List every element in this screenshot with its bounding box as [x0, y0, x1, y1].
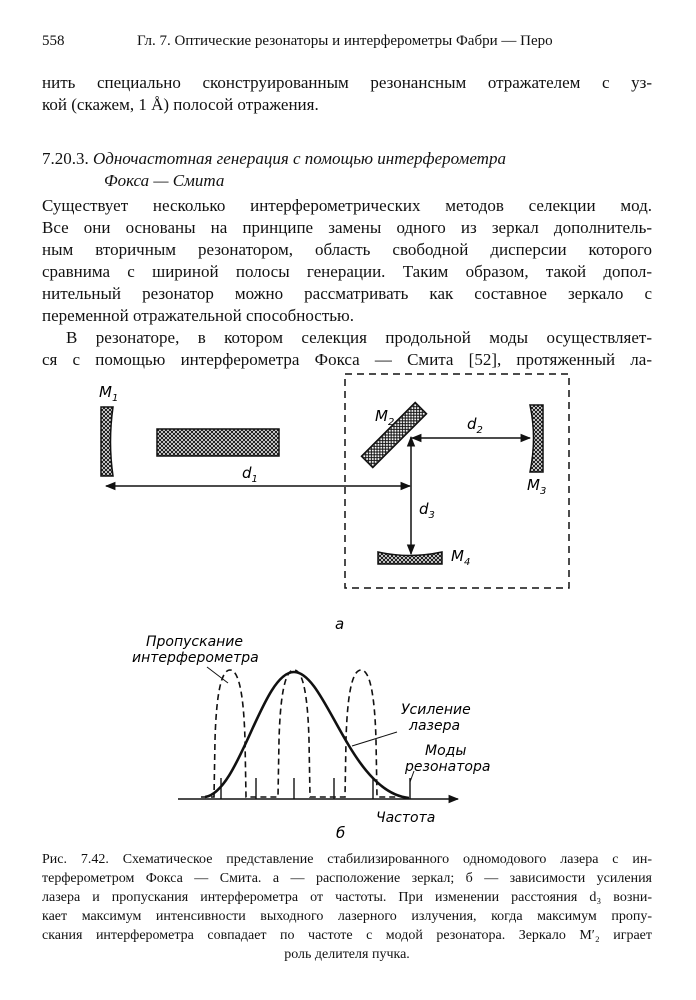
caption-line: роль делителя пучка.: [284, 947, 410, 962]
figure-a: [99, 374, 569, 633]
mirror-m4: [378, 552, 442, 564]
text-line: переменной отражательной способностью.: [42, 306, 354, 325]
panel-letter-a: а: [335, 615, 345, 633]
transmission-curve: [201, 670, 397, 797]
figure-caption: [42, 850, 652, 964]
gain-leader: [352, 732, 397, 746]
label-d3: $d_3$: [419, 500, 435, 521]
text-line: Существует несколько интерферометрических методов селекции мод.: [42, 196, 652, 215]
text-line: ся с помощью интерферометра Фокса — Смита [52], протяженный ла-: [42, 350, 652, 369]
modes-label-2: резонатора: [405, 759, 491, 775]
running-title: Гл. 7. Оптические резонаторы и интерферометры Фабри — Перо: [137, 33, 553, 49]
section-number: 7.20.3.: [42, 149, 89, 168]
text-line: ным вторичным резонатором, область свободной дисперсии которого: [42, 240, 652, 259]
label-m3: $M_3$: [527, 476, 547, 497]
mirror-m2: [361, 402, 426, 467]
laser-medium: [157, 429, 279, 456]
text-line: кой (скажем, 1 Å) полосой отражения.: [42, 95, 319, 114]
modes-label-1: Моды: [425, 743, 467, 759]
transmission-label-2: интерферометра: [132, 650, 259, 666]
cavity-modes: [221, 778, 410, 799]
caption-line: лазера и пропускания интерферометра от частоты. При изменении расстояния d₃ возни-: [42, 890, 652, 905]
transmission-leader: [207, 667, 228, 683]
label-m1: $M_1$: [99, 383, 119, 404]
mirror-m1: [101, 407, 113, 476]
caption-line: скания интерферометра совпадает по частоте с модой резонатора. Зеркало M′₂ играет: [42, 928, 652, 943]
mirror-m3: [530, 405, 543, 472]
caption-line: терферометром Фокса — Смита. а — расположение зеркал; б — зависимости усиления: [42, 871, 652, 886]
text-line: сравнима с шириной полосы генерации. Таким образом, такой допол-: [42, 262, 652, 281]
label-d2: $d_2$: [467, 415, 483, 436]
text-line: Все они основаны на принципе замены одного из зеркал дополнитель-: [42, 218, 652, 237]
caption-line: Рис. 7.42. Схематическое представление стабилизированного одномодового лазера с ин-: [42, 852, 652, 867]
section-title-line2: Фокса — Смита: [104, 171, 225, 190]
figure-b: [132, 634, 490, 842]
text-line: нить специально сконструированным резонансным отражателем с уз-: [42, 73, 652, 92]
axis-label-frequency: Частота: [376, 810, 436, 826]
text-line: В резонаторе, в котором селекция продольной моды осуществляет-: [66, 328, 652, 347]
section-title-line1: Одночастотная генерация с помощью интерферометра: [93, 149, 506, 168]
gain-label-2: лазера: [409, 718, 461, 734]
gain-label-1: Усиление: [401, 702, 471, 718]
page-number: 558: [42, 33, 65, 49]
gain-curve: [205, 672, 409, 798]
transmission-label-1: Пропускание: [146, 634, 244, 650]
label-m2: $M_2$: [375, 407, 395, 428]
caption-line: кает максимум интенсивности выходного лазерного излучения, когда максимум пропу-: [42, 909, 652, 924]
label-d1: $d_1$: [242, 464, 258, 485]
text-line: нительный резонатор можно рассматривать как составное зеркало с: [42, 284, 652, 303]
label-m4: $M_4$: [451, 547, 471, 568]
panel-letter-b: б: [336, 824, 346, 842]
